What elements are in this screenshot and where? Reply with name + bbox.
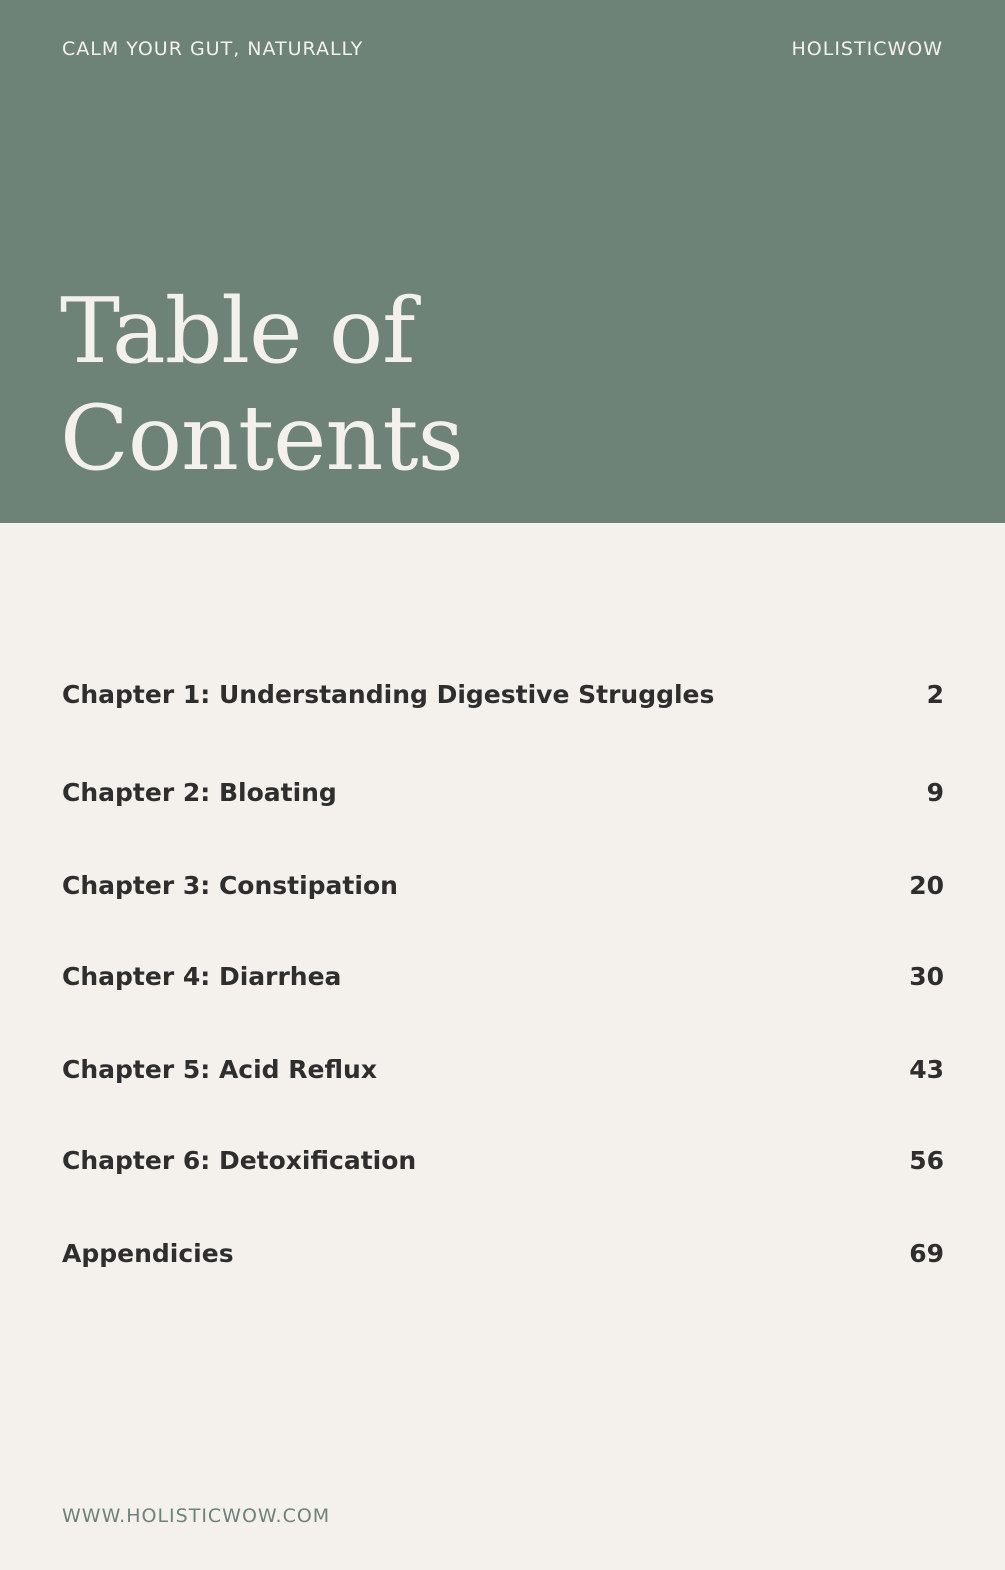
- toc-entry-page-number: 30: [909, 962, 944, 991]
- page-title: [60, 278, 463, 492]
- header-banner: [0, 0, 1005, 523]
- toc-entry-label: Chapter 2: Bloating: [62, 778, 337, 807]
- toc-entry-chapter-3[interactable]: [62, 871, 944, 911]
- toc-entry-appendicies[interactable]: [62, 1239, 944, 1279]
- toc-entry-page-number: 9: [926, 778, 944, 807]
- toc-entry-page-number: 2: [926, 680, 944, 709]
- toc-entry-label: Chapter 4: Diarrhea: [62, 962, 342, 991]
- page-title-line-2: Contents: [60, 386, 463, 491]
- toc-entry-label: Chapter 6: Detoxification: [62, 1146, 417, 1175]
- page-title-line-1: Table of: [60, 279, 415, 384]
- toc-entry-label: Chapter 3: Constipation: [62, 871, 398, 900]
- toc-entry-label: Chapter 5: Acid Reflux: [62, 1055, 377, 1084]
- toc-entry-chapter-2[interactable]: [62, 778, 944, 818]
- toc-entry-page-number: 69: [909, 1239, 944, 1268]
- toc-entry-page-number: 20: [909, 871, 944, 900]
- book-tagline: CALM YOUR GUT, NATURALLY: [62, 38, 364, 60]
- toc-entry-label: Appendicies: [62, 1239, 234, 1268]
- toc-entry-chapter-1[interactable]: [62, 680, 944, 720]
- toc-entry-chapter-6[interactable]: [62, 1146, 944, 1186]
- brand-name: HOLISTICWOW: [791, 38, 943, 60]
- toc-entry-chapter-4[interactable]: [62, 962, 944, 1002]
- toc-entry-label: Chapter 1: Understanding Digestive Struggles: [62, 680, 715, 709]
- toc-entry-chapter-5[interactable]: [62, 1055, 944, 1095]
- website-url[interactable]: WWW.HOLISTICWOW.COM: [62, 1505, 331, 1527]
- toc-entry-page-number: 56: [909, 1146, 944, 1175]
- toc-entry-page-number: 43: [909, 1055, 944, 1084]
